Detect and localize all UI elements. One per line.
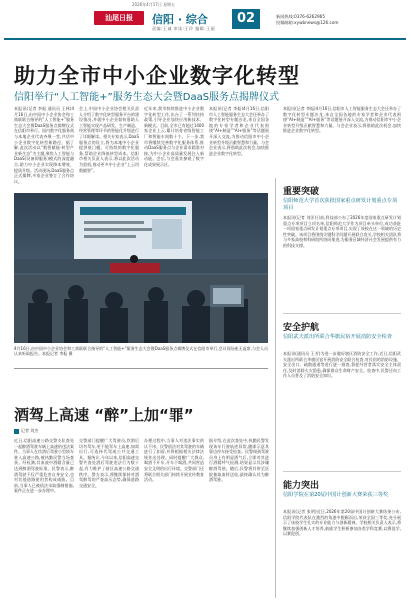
contact-email: 投稿邮箱:xywbnews@126.com xyxy=(276,20,339,25)
brief-separator xyxy=(283,313,401,314)
lead-column-2: 会上,中国中小企业协会相关负责人介绍了数字化转型服务平台的建设情况,并就中小企业如何借助人工智能实现产品研发、生产制造、经营管理等环节的智能化升级进行了详细解读。相关专家表示,DaaS服务点的设立,将为本地中小企业提供低门槛、可持续的数字化服务,帮助企业降低转型成本。信阳市相关负责人表示,将以此次活动为契机,推动更多中小企业“上云用数赋智”。 xyxy=(79,106,139,173)
page-number: 02 xyxy=(232,9,260,29)
newspaper-logo: 汕尾日报 xyxy=(94,11,144,25)
brief-deck-3: 信阳学院在第20届中国计创新大赛荣获三等奖 xyxy=(283,492,389,498)
masthead-rule xyxy=(4,38,406,40)
brief-body-1: 本报讯(记者 刘洋)日前,科技部公布了2026年度国家重点研发计划重点专项项目立项名单,信阳师范大学作为项目牵头单位,成功获批一项国家重点研发计划重点专项项目,实现了该校在这一领域的历史性突破。该项目将围绕关键科学问题开展联合攻关,学校相关团队将与多家高校和科研院所协同推进,为服务区域经济社会发展提供有力的科技支撑。 xyxy=(283,215,401,248)
lead-headline: 助力全市中小企业数字化转型 xyxy=(14,64,300,88)
story-divider xyxy=(14,368,268,369)
brief-separator xyxy=(283,471,401,472)
contact-info xyxy=(276,14,339,26)
lead-column-5: 本报讯(记者 李振)4月16日,信阳市人工智能服务生态大会还举办了数字化转型专题沙龙,来自全国各地的专家学者和企业代表围绕“AI+制造”“AI+服务”等话题展开深入交流,为推动信阳市中小企业转型升级贡献智慧和力量。与会企业表示,将借助此次机会,加快推进企业数字化转型。 xyxy=(283,106,401,134)
masthead xyxy=(0,0,410,40)
lead-column-1: 本报讯(记者 李振 通讯员 王林)4月16日,由中国中小企业协会和工商联联合指导的“人工智能+”服务生态大会暨DaaS服务点揭牌仪式在信阳市举行。国内数字化服务商与本地企业代表齐聚一堂,共话中小企业数字化转型新路径。据了解,此次活动以“数智赋能·转型产业新生态”为主题,聚焦人工智能与DaaS(设备即服务)模式的深度融合,助力中小企业实现降本增效、提质升级。活动现场,DaaS服务点正式揭牌,多家企业签订了合作协议。 xyxy=(14,106,74,184)
conference-photo-image xyxy=(14,193,268,343)
photo-caption: 4月16日,由中国中小企业协会和工商联联合指导的“人工智能+”服务生态大会暨DaaS服务点揭牌仪式在信阳市举行,会议现场座无虚席,与会人员认真听取报告。本报记者 李振 摄 xyxy=(14,346,268,357)
brief-title-1: 重要突破 xyxy=(283,187,320,197)
brief-deck-1: 信阳师范大学首次获批国家重点研发计划重点专项项目 xyxy=(283,198,398,211)
contact-phone: 新闻热线:0376-6262965 xyxy=(276,14,325,19)
story-column-3: 办理过程中,当事人对违法事实供认不讳。民警依法对其驾驶的车辆进行了扣留,并将根据相关法律法规作出处理。同时提醒广大群众,喝酒不开车,开车不喝酒,共同营造安全文明的出行环境。交警部门还将联合相关部门持续开展宣传教育活动。 xyxy=(144,438,204,483)
story-author: 记者 刘杰 xyxy=(21,428,39,433)
story-column-2: 交警部门提醒广大驾驶员,饮酒后切勿驾车,更不能驾车上高速,如需出行,可选择代驾或公共交通工具。据统计,今年以来,信阳高速交警共查处酒后驾驶违法行为数十起,有力维护了辖区高速公路交通秩序。警方表示,将继续保持对酒驾醉驾的严查高压态势,确保道路交通安全。 xyxy=(79,438,139,488)
date-line: 2026年4月17日 星期五 xyxy=(132,2,176,7)
lead-column-3: 近年来,我市持续推进中小企业数字化转型工作,出台了一系列扶持政策,引导企业加快应用新技术、新模式。目前,全市已有超过1400家企业上云,累计培育省级智能工厂和智能车间数十个。下一步,我市将继续完善数字化服务体系,推动DaaS服务点与企业需求精准对接,为中小企业高质量发展注入新动能。会后,与会嘉宾参观了数字化成果展示区。 xyxy=(144,106,204,167)
story-column-4: 据介绍,在此次查处中,执勤民警发现该车行驶轨迹异常,随即示意其靠边停车接受检查。民警闻到驾驶员身上有明显酒气后,立即对其进行酒精呼气检测,结果显示其涉嫌醉酒驾驶。随后,民警将其带至医院抽取血样送检,最终确认其为醉酒驾驶。 xyxy=(209,438,269,483)
brief-body-2: 本报讯(通讯员 王芳)为进一步做好辖区消防安全工作,近日,信阳武夫派出所联合华旗民宿开展消防安全联合检查,对民宿的消防设施、安全出口、疏散通道等进行逐一排查,督促经营者落实安全主体责任,及时消除火灾隐患,确保群众生命财产安全。检查中,民警还向工作人员普及了消防安全知识。 xyxy=(283,351,401,379)
story-column-1: 近日,信阳高速公路交警支队查处一起醉酒驾驶车辆上高速的违法案件。当事人在饮酒后驾驶小型轿车驶入高速公路,被执勤民警当场查获。经检测,其血液中酒精含量已达到醉酒驾驶标准。民警表示,醉酒驾驶不仅严重危害自身安全,也对其他道路使用者构成威胁。目前,当事人已被依法采取强制措施,案件正在进一步办理中。 xyxy=(14,438,74,494)
lead-subheadline: 信阳举行“人工智能+”服务生态大会暨DaaS服务点揭牌仪式 xyxy=(14,92,280,103)
author-icon xyxy=(14,429,19,434)
story-headline: 酒驾上高速 “醉”上加“罪” xyxy=(14,406,194,424)
conference-photo xyxy=(14,193,268,343)
editor-line: 责编:王诚 审读:王玲 编辑:王丽 xyxy=(152,26,216,31)
brief-title-3: 能力突出 xyxy=(283,481,320,491)
brief-title-2: 安全护航 xyxy=(283,323,320,333)
column-divider xyxy=(275,178,276,598)
lead-column-4: 本报讯(记者 李振)4月16日,信阳市人工智能服务生态大会还举办了数字化转型专题沙龙,来自全国各地的专家学者和企业代表围绕“AI+制造”“AI+服务”等话题展开深入交流,为推动信阳市中小企业转型升级贡献智慧和力量。与会企业表示,将借助此次机会,加快推进企业数字化转型。 xyxy=(209,106,269,156)
brief-body-3: 本报讯(记者 张明)近日,2026年第20届中国计创新大赛结果公布,信阳学院代表队在激烈的角逐中脱颖而出,荣获全国三等奖,充分展示了该校学生扎实的专业能力与创新精神。学校相关负责人表示,将继续加强创新人才培养,鼓励学生积极参加各类学科竞赛,以赛促学,以赛促创。 xyxy=(283,509,401,537)
section-name: 信阳 · 综合 xyxy=(152,13,208,26)
brief-deck-2: 信阳武夫派出所联合华旗民宿开展消防安全检查 xyxy=(283,334,392,340)
